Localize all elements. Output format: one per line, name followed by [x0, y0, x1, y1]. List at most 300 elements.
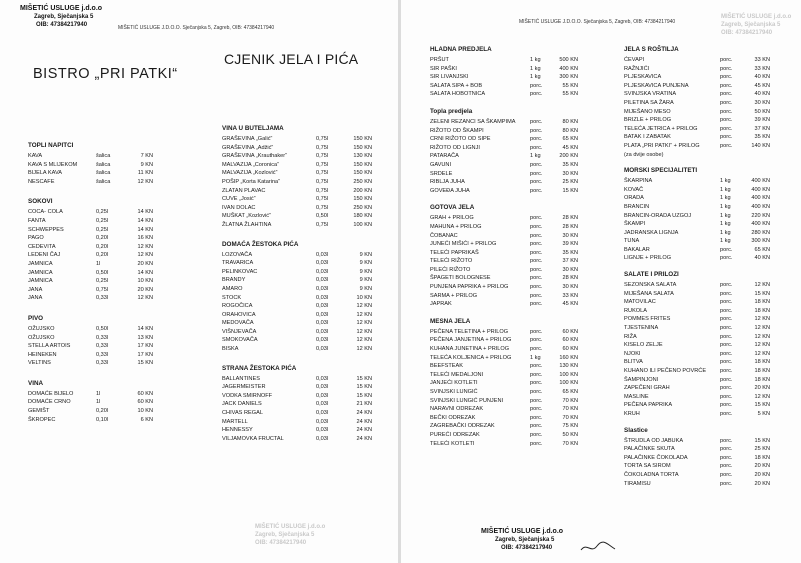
- item-name: ŠKARPINA: [624, 178, 653, 185]
- menu-item-row: [28, 161, 153, 170]
- item-price: 18 KN: [754, 307, 770, 314]
- item-quantity: porc.: [530, 431, 543, 438]
- item-price: 45 KN: [754, 82, 770, 89]
- item-name: SALATA HOBOTNICA: [430, 91, 486, 98]
- item-name: NESCAFE: [28, 178, 55, 185]
- item-price: 14 KN: [137, 269, 153, 276]
- menu-item-row: [222, 311, 372, 320]
- menu-item-row: [624, 65, 770, 74]
- menu-item-row: [624, 99, 770, 108]
- menu-item-row: [430, 431, 578, 440]
- menu-item-row: [222, 302, 372, 311]
- item-price: 150 KN: [353, 136, 372, 142]
- item-name: JACK DANIELS: [222, 401, 262, 408]
- stamp-line-2: Zagreb, Sječanjska 5: [495, 537, 555, 543]
- stamp-line-3: OIB: 47384217940: [501, 545, 553, 551]
- menu-section-salate-i-prilozi: [624, 269, 770, 419]
- item-price: 70 KN: [562, 440, 578, 447]
- item-name: SVINJSKI LUNGIĆ: [430, 389, 478, 395]
- item-quantity: porc.: [530, 406, 543, 413]
- item-price: 9 KN: [359, 260, 372, 267]
- menu-item-row: [430, 178, 578, 187]
- menu-item-row: [28, 359, 153, 368]
- item-name: MAHUNA + PRILOG: [430, 223, 482, 230]
- item-name: ZELENI REZANCI SA ŠKAMPIMA: [430, 118, 516, 125]
- item-price: 9 KN: [359, 268, 372, 275]
- item-name: ROGOČICA: [222, 303, 253, 310]
- item-price: 37 KN: [754, 125, 770, 132]
- menu-item-row: [624, 116, 770, 125]
- item-name: TUNA: [624, 238, 640, 245]
- item-price: 20 KN: [137, 286, 153, 293]
- item-price: 30 KN: [562, 284, 578, 291]
- menu-section-jela-s-rostilja: [624, 44, 770, 159]
- item-name: ŠAMPINJONI: [624, 376, 659, 383]
- menu-item-row: [624, 281, 770, 290]
- menu-item-row: [430, 422, 578, 431]
- item-price: [742, 151, 770, 160]
- menu-item-row: [28, 277, 153, 286]
- item-quantity: 0,75l: [316, 187, 329, 194]
- item-quantity: 0,75l: [316, 170, 329, 177]
- item-price: 80 KN: [562, 127, 578, 134]
- item-name: TORTA SA SIROM: [624, 463, 671, 470]
- item-quantity: šalica: [96, 178, 111, 185]
- item-price: 12 KN: [137, 243, 153, 250]
- menu-section-morski-specijaliteti: [624, 165, 770, 263]
- item-price: 15 KN: [754, 402, 770, 409]
- item-quantity: porc.: [720, 454, 733, 461]
- item-quantity: porc.: [720, 134, 733, 141]
- item-quantity: porc.: [530, 414, 543, 421]
- menu-section-domaca-zestoka-pica: [222, 239, 372, 354]
- item-name: JANJEĆI KOTLETI: [430, 380, 478, 387]
- item-quantity: porc.: [530, 161, 543, 168]
- item-quantity: 0,03l: [316, 294, 329, 301]
- menu-item-row: [624, 307, 770, 316]
- menu-item-row: [624, 246, 770, 255]
- section-title: PIVO: [28, 314, 44, 322]
- item-quantity: porc.: [530, 397, 543, 404]
- item-quantity: porc.: [530, 187, 543, 194]
- item-quantity: porc.: [720, 255, 733, 262]
- menu-item-row: [430, 118, 578, 127]
- stamp-line-3: OIB: 47384217940: [36, 22, 88, 28]
- item-quantity: 0,75l: [316, 196, 329, 203]
- item-quantity: porc.: [530, 275, 543, 282]
- item-name: ČOBANAC: [430, 232, 458, 239]
- item-quantity: 0,03l: [316, 384, 329, 391]
- menu-item-row: [430, 362, 578, 371]
- item-quantity: porc.: [720, 108, 733, 115]
- item-price: 18 KN: [754, 368, 770, 374]
- item-price: 200 KN: [559, 153, 578, 160]
- item-name: JAMNICA: [28, 269, 53, 276]
- item-price: 11 KN: [137, 170, 153, 177]
- item-name: ŠKAMPI: [624, 221, 646, 228]
- menu-item-row: [624, 454, 770, 463]
- item-quantity: 0,75l: [316, 161, 329, 168]
- section-title: VINA: [28, 379, 44, 387]
- faint-stamp: [721, 13, 791, 37]
- item-price: 9 KN: [140, 161, 153, 168]
- item-quantity: porc.: [530, 371, 543, 378]
- menu-item-row: [430, 336, 578, 345]
- item-quantity: 1 kg: [530, 354, 541, 361]
- item-quantity: 1 kg: [720, 238, 731, 245]
- menu-item-row: [624, 142, 770, 151]
- item-name: JANA: [28, 295, 43, 302]
- menu-item-row: [624, 315, 770, 324]
- menu-item-row: [222, 169, 372, 178]
- menu-item-row: [624, 254, 770, 263]
- item-quantity: porc.: [720, 282, 733, 289]
- item-price: 70 KN: [562, 414, 578, 421]
- menu-item-row: [430, 292, 578, 301]
- item-name: MIJEŠANA SALATA: [624, 290, 674, 297]
- menu-item-row: [624, 471, 770, 480]
- menu-item-row: [430, 414, 578, 423]
- item-price: 65 KN: [562, 389, 578, 395]
- item-price: 30 KN: [562, 232, 578, 239]
- item-quantity: 1l: [96, 390, 101, 397]
- item-price: 250 KN: [353, 204, 372, 211]
- menu-item-row: [430, 152, 578, 161]
- menu-item-row: [28, 234, 153, 243]
- menu-item-row: [222, 328, 372, 337]
- menu-item-row: [624, 220, 770, 229]
- item-name: BATAK I ZABATAK: [624, 134, 671, 141]
- item-price: 65 KN: [562, 136, 578, 143]
- item-quantity: porc.: [720, 91, 733, 98]
- menu-item-row: [28, 226, 153, 235]
- menu-item-row: [222, 268, 372, 277]
- stamp-line-1: MIŠETIĆ USLUGE j.d.o.o: [481, 528, 564, 535]
- item-quantity: 0,20l: [96, 235, 109, 242]
- menu-item-row: [624, 333, 770, 342]
- item-price: 9 KN: [359, 277, 372, 284]
- item-name: GRAŠEVINA „Adžić“: [222, 144, 274, 151]
- item-price: 7 KN: [140, 153, 153, 159]
- item-quantity: porc.: [530, 292, 543, 299]
- item-price: 15 KN: [356, 375, 372, 382]
- item-quantity: 0,75l: [316, 178, 329, 185]
- menu-item-row: [28, 286, 153, 295]
- item-quantity: porc.: [720, 342, 733, 349]
- item-quantity: 1 kg: [530, 153, 541, 160]
- item-name: STELLA ARTOIS: [28, 343, 71, 350]
- menu-item-row: [430, 223, 578, 232]
- item-quantity: porc.: [530, 389, 543, 395]
- item-price: 250 KN: [353, 178, 372, 185]
- section-title: TOPLI NAPITCI: [28, 142, 74, 149]
- menu-item-row: [624, 437, 770, 446]
- faint-stamp-line-1: MIŠETIĆ USLUGE j.d.o.o: [255, 524, 326, 530]
- menu-item-row: [624, 401, 770, 410]
- item-name: GRAŠEVINA „Krauthaker“: [222, 153, 287, 160]
- item-quantity: porc.: [530, 249, 543, 256]
- menu-section-gotova-jela: [430, 202, 578, 309]
- item-name: SIR PAŠKI: [430, 65, 457, 72]
- menu-item-row: [28, 269, 153, 278]
- item-quantity: šalica: [96, 170, 111, 177]
- menu-item-row: [222, 375, 372, 384]
- item-name: SALATA SIPA + BOB: [430, 82, 483, 89]
- item-name: TJESTENINA: [624, 325, 659, 332]
- item-price: 10 KN: [137, 408, 153, 415]
- menu-section-hladna-predjela: [430, 44, 578, 99]
- item-price: 80 KN: [562, 118, 578, 125]
- item-quantity: porc.: [720, 333, 733, 340]
- section-title: STRANA ŽESTOKA PIĆA: [222, 364, 297, 372]
- item-price: 130 KN: [353, 153, 372, 160]
- item-price: 10 KN: [356, 294, 372, 301]
- menu-item-row: [222, 285, 372, 294]
- section-title: MORSKI SPECIJALITETI: [624, 167, 698, 175]
- item-price: 6 KN: [140, 416, 153, 423]
- item-price: 12 KN: [356, 320, 372, 327]
- item-name: VODKA SMIRNOFF: [222, 392, 273, 399]
- menu-item-row: [28, 294, 153, 303]
- item-name: BEEFSTEAK: [430, 363, 463, 370]
- item-price: 400 KN: [751, 221, 770, 228]
- menu-item-row: [28, 260, 153, 269]
- item-quantity: 0,03l: [316, 375, 329, 382]
- item-price: 150 KN: [353, 161, 372, 168]
- item-name: ŠPAGETI BOLOGNESE: [430, 275, 491, 282]
- item-quantity: porc.: [720, 393, 733, 400]
- item-price: 12 KN: [754, 342, 770, 349]
- item-name: KUHANA JUNETINA + PRILOG: [430, 346, 510, 353]
- item-name: PLJESKAVICA PUNJENA: [624, 82, 689, 89]
- menu-item-row: [28, 243, 153, 252]
- menu-item-row: [222, 345, 372, 354]
- item-name: HENNESSY: [222, 427, 253, 434]
- section-title: Topla predjela: [430, 107, 473, 115]
- item-name: BIJELA KAVA: [28, 170, 62, 177]
- menu-section-topla-predjela: [430, 106, 578, 195]
- item-name: PRŠUT: [430, 57, 449, 63]
- item-quantity: porc.: [720, 480, 733, 487]
- item-quantity: porc.: [720, 350, 733, 357]
- item-quantity: 0,03l: [316, 260, 329, 267]
- item-quantity: 0,03l: [316, 435, 329, 442]
- menu-item-row: [28, 390, 153, 399]
- menu-section-slastice: [624, 425, 770, 489]
- item-name: (za dvije osobe): [624, 151, 664, 158]
- item-name: CHIVAS REGAL: [222, 410, 263, 417]
- item-price: 14 KN: [137, 217, 153, 224]
- item-name: KAVA S MLIJEKOM: [28, 161, 78, 168]
- item-price: 65 KN: [754, 246, 770, 253]
- item-quantity: porc.: [530, 440, 543, 447]
- item-quantity: porc.: [530, 136, 543, 143]
- menu-item-row: [222, 418, 372, 427]
- item-price: 18 KN: [754, 454, 770, 461]
- item-quantity: porc.: [720, 359, 733, 366]
- item-quantity: porc.: [530, 266, 543, 273]
- item-name: PILETINA SA ŽARA: [624, 99, 674, 106]
- faint-stamp-line-1: MIŠETIĆ USLUGE j.d.o.o: [721, 14, 792, 20]
- menu-item-row: [430, 214, 578, 223]
- item-name: OŽUJSKO: [28, 325, 55, 332]
- item-name: TRAVARICA: [222, 260, 254, 267]
- item-name: PLJESKAVICA: [624, 74, 662, 81]
- item-quantity: porc.: [530, 328, 543, 335]
- menu-item-row: [430, 170, 578, 179]
- item-price: 14 KN: [137, 226, 153, 233]
- item-price: 55 KN: [562, 91, 578, 98]
- item-quantity: 0,03l: [316, 251, 329, 258]
- item-name: PALAČINKE ČOKOLADA: [624, 454, 688, 461]
- item-quantity: porc.: [720, 325, 733, 332]
- item-quantity: porc.: [720, 117, 733, 124]
- item-name: PUREĆI ODREZAK: [430, 431, 480, 438]
- item-quantity: porc.: [530, 258, 543, 265]
- item-name: RIŽOTO OD LIGNJI: [430, 144, 480, 151]
- item-price: 14 KN: [137, 209, 153, 216]
- item-price: 140 KN: [751, 142, 770, 149]
- item-quantity: 0,03l: [316, 277, 329, 284]
- item-name: TELEĆA JETRICA + PRILOG: [624, 125, 698, 132]
- item-quantity: 0,75l: [316, 221, 329, 228]
- menu-item-row: [28, 351, 153, 360]
- menu-item-row: [430, 187, 578, 196]
- menu-item-row: [430, 127, 578, 136]
- menu-item-row: [624, 384, 770, 393]
- item-name: BALLANTINES: [222, 375, 260, 382]
- item-price: 45 KN: [562, 301, 578, 308]
- menu-item-row: [624, 350, 770, 359]
- item-quantity: porc.: [530, 380, 543, 387]
- item-quantity: 0,33l: [96, 360, 109, 367]
- item-price: 15 KN: [356, 384, 372, 391]
- item-price: 75 KN: [562, 423, 578, 430]
- menu-item-row: [222, 319, 372, 328]
- item-price: 15 KN: [754, 290, 770, 297]
- item-name: SVINJSKI LUNGIĆ PUNJENI: [430, 397, 504, 404]
- item-name: ŠKROPEC: [28, 416, 56, 423]
- item-quantity: 0,10l: [96, 416, 109, 423]
- item-name: KUHANO ILI PEČENO POVRĆE: [624, 368, 707, 374]
- menu-item-row: [430, 300, 578, 309]
- section-title: DOMAĆA ŽESTOKA PIĆA: [222, 240, 299, 248]
- item-price: 180 KN: [353, 213, 372, 220]
- item-name: ZLATAN PLAVAC: [222, 187, 266, 194]
- menu-item-row: [222, 152, 372, 161]
- item-quantity: 0,03l: [316, 303, 329, 310]
- menu-item-row: [624, 194, 770, 203]
- item-price: 20 KN: [754, 385, 770, 392]
- item-quantity: 1 kg: [530, 57, 541, 63]
- item-quantity: porc.: [720, 125, 733, 132]
- item-quantity: porc.: [720, 446, 733, 453]
- menu-item-row: [624, 56, 770, 65]
- menu-item-row: [28, 208, 153, 217]
- menu-item-row: [430, 379, 578, 388]
- item-name: JUNEĆI MIŠIĆI + PRILOG: [430, 241, 497, 248]
- menu-item-row: [222, 383, 372, 392]
- item-price: 16 KN: [137, 235, 153, 242]
- item-price: 14 KN: [137, 325, 153, 332]
- item-price: 24 KN: [356, 410, 372, 417]
- item-quantity: porc.: [720, 99, 733, 106]
- item-quantity: porc.: [530, 215, 543, 222]
- item-name: ORAHOVICA: [222, 311, 256, 318]
- item-name: ZAPEČENI GRAH: [624, 385, 670, 392]
- item-name: JAGERMEISTER: [222, 384, 266, 391]
- item-quantity: porc.: [530, 179, 543, 186]
- menu-item-row: [222, 144, 372, 153]
- menu-item-row: [430, 56, 578, 65]
- item-price: 9 KN: [359, 285, 372, 292]
- food-column-2: [624, 44, 770, 494]
- item-name: COCA- COLA: [28, 209, 63, 216]
- item-name: TELEĆI RIŽOTO: [430, 258, 473, 265]
- item-quantity: 0,25l: [96, 217, 109, 224]
- menu-item-row: [222, 392, 372, 401]
- item-name: CUVE „Josić“: [222, 196, 256, 203]
- item-quantity: 0,25l: [96, 278, 109, 285]
- item-quantity: 0,75l: [96, 286, 109, 293]
- menu-item-row: [28, 334, 153, 343]
- item-quantity: 0,75l: [316, 204, 329, 211]
- item-name: JAPRAK: [430, 301, 452, 308]
- item-name: LOZOVAČA: [222, 251, 253, 258]
- item-quantity: porc.: [530, 170, 543, 177]
- menu-item-row: [430, 161, 578, 170]
- item-quantity: 1 kg: [720, 212, 731, 219]
- section-title: SALATE I PRILOZI: [624, 271, 679, 279]
- item-quantity: porc.: [720, 368, 733, 374]
- item-quantity: 0,75l: [316, 153, 329, 160]
- menu-item-row: [430, 82, 578, 91]
- item-name: MALVAZIJA „Kozlović“: [222, 170, 278, 177]
- menu-item-row: [430, 144, 578, 153]
- menu-item-row: [624, 177, 770, 186]
- item-price: 40 KN: [754, 255, 770, 262]
- item-price: 15 KN: [356, 392, 372, 399]
- item-name: SMOKOVAČA: [222, 337, 258, 344]
- item-price: 130 KN: [559, 363, 578, 370]
- menu-item-row: [430, 90, 578, 99]
- menu-item-row: [222, 276, 372, 285]
- item-quantity: 1 kg: [720, 178, 731, 185]
- item-price: 30 KN: [754, 99, 770, 106]
- menu-item-row: [430, 405, 578, 414]
- item-price: 400 KN: [751, 203, 770, 210]
- faint-stamp: [255, 523, 325, 547]
- item-name: JAMNICA: [28, 260, 53, 267]
- item-name: KRUH: [624, 410, 640, 417]
- item-price: 55 KN: [562, 82, 578, 89]
- item-price: 12 KN: [754, 282, 770, 289]
- item-price: 24 KN: [356, 435, 372, 442]
- item-price: 12 KN: [356, 311, 372, 318]
- item-quantity: 0,03l: [316, 392, 329, 399]
- faint-stamp-line-3: OIB: 47384217940: [721, 30, 773, 36]
- menu-item-row: [222, 435, 372, 444]
- menu-item-row: [624, 82, 770, 91]
- item-price: 50 KN: [562, 431, 578, 438]
- item-name: TELEĆA KOLJENICA + PRILOG: [430, 354, 512, 361]
- item-price: 500 KN: [559, 57, 578, 63]
- item-quantity: 1 kg: [720, 195, 731, 202]
- item-quantity: 0,03l: [316, 410, 329, 417]
- item-quantity: 0,03l: [316, 418, 329, 425]
- item-quantity: 0,25l: [96, 226, 109, 233]
- item-quantity: 0,03l: [316, 285, 329, 292]
